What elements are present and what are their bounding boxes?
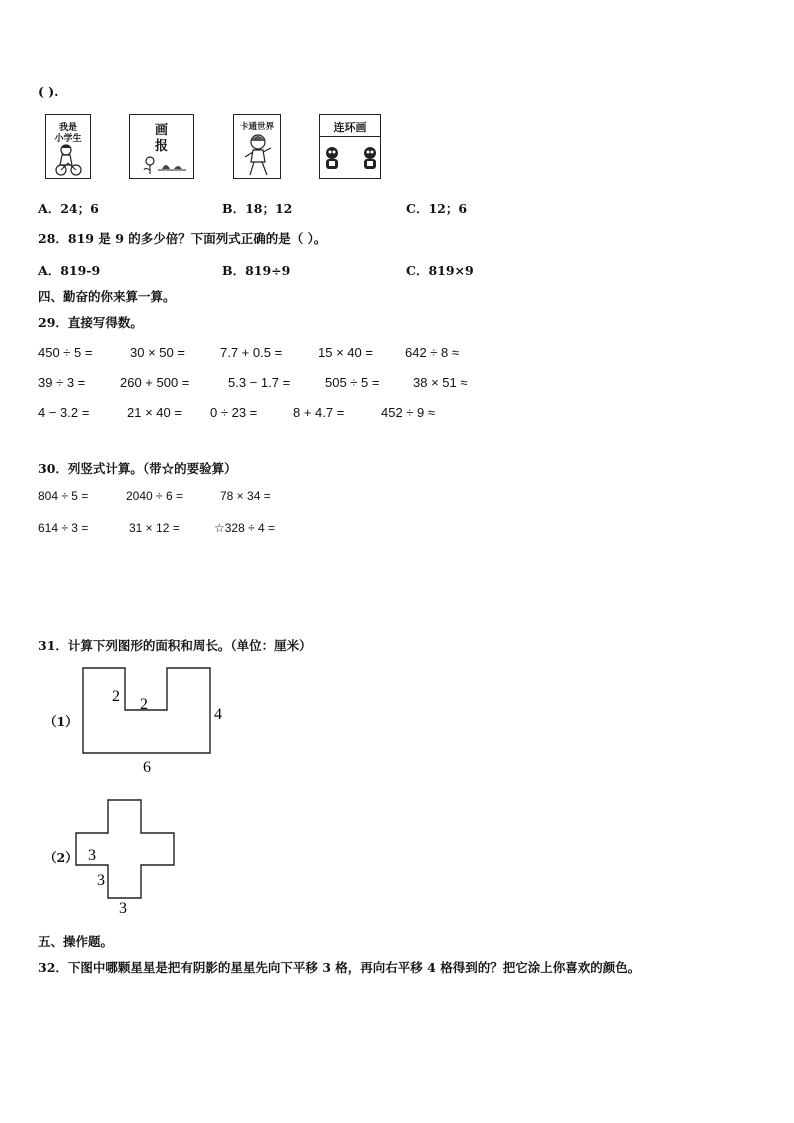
book-title-line1: 连环画 [333, 121, 367, 134]
q27-answer-blank: ( ). [38, 84, 59, 99]
cartoon-girl-icon [242, 133, 274, 177]
q29-item: 30 × 50 = [130, 345, 185, 360]
q29-item: 7.7 + 0.5 = [220, 345, 283, 360]
book-card-1 [45, 114, 91, 179]
book-title-line1: 我是 [58, 123, 77, 133]
q29-item: 39 ÷ 3 = [38, 375, 86, 390]
q29-item: 8 + 4.7 = [293, 405, 345, 420]
section-4-heading: 四、勤奋的你来算一算。 [38, 289, 176, 304]
section-5-heading: 五、操作题。 [38, 934, 114, 949]
q32-question: 32．下图中哪颗星星是把有阴影的星星先向下平移 3 格，再向右平移 4 格得到的？把它涂上你喜欢的颜色。 [38, 960, 641, 975]
cross-shape-figure [70, 794, 180, 918]
q27-option-b[interactable]: B．18；12 [222, 201, 293, 216]
dim-arm-height: 3 [88, 847, 96, 864]
q29-item: 450 ÷ 5 = [38, 345, 93, 360]
q29-item: 0 ÷ 23 = [210, 405, 258, 420]
dim-width: 6 [143, 759, 151, 776]
dim-arm-width: 3 [119, 900, 127, 917]
dim-notch-width: 2 [140, 696, 148, 713]
dim-height: 4 [214, 706, 222, 723]
q28-question: 28．819 是 9 的多少倍？下面列式正确的是（ ）。 [38, 231, 327, 246]
book-title-line2: 小学生 [54, 134, 82, 144]
q27-option-c[interactable]: C．12；6 [406, 201, 468, 216]
fig1-label: （1） [44, 714, 78, 729]
q30-item: ☆328 ÷ 4 = [214, 521, 276, 535]
q31-question: 31．计算下列图形的面积和周长。（单位：厘米） [38, 638, 312, 653]
q30-item: 614 ÷ 3 = [38, 521, 89, 535]
flower-plants-icon [140, 155, 186, 175]
book-title-line2: 报 [154, 139, 168, 154]
q29-item: 505 ÷ 5 = [325, 375, 380, 390]
book-card-3 [233, 114, 281, 179]
u-shape-figure [76, 662, 236, 778]
q29-item: 642 ÷ 8 ≈ [405, 345, 460, 360]
book-card-2 [129, 114, 194, 179]
q30-item: 31 × 12 = [129, 521, 180, 535]
dim-left-notch: 2 [112, 688, 120, 705]
q29-item: 21 × 40 = [127, 405, 182, 420]
fig2-label: （2） [44, 850, 78, 865]
q29-item: 452 ÷ 9 ≈ [381, 405, 436, 420]
q28-option-b[interactable]: B．819÷9 [222, 263, 291, 278]
q30-question: 30．列竖式计算。（带☆的要验算） [38, 461, 237, 476]
q27-option-a[interactable]: A．24；6 [38, 201, 99, 216]
q29-question: 29．直接写得数。 [38, 315, 143, 330]
q28-option-a[interactable]: A．819-9 [38, 263, 101, 278]
q29-item: 4 − 3.2 = [38, 405, 90, 420]
q29-item: 38 × 51 ≈ [413, 375, 468, 390]
dim-arm-length: 3 [97, 872, 105, 889]
q29-item: 260 + 500 = [120, 375, 190, 390]
q28-option-c[interactable]: C．819×9 [406, 263, 474, 278]
q29-item: 15 × 40 = [318, 345, 373, 360]
child-with-bike-icon [52, 143, 86, 177]
panda-icon [323, 145, 379, 171]
book-title-line1: 画 [154, 123, 168, 138]
book-card-4 [319, 114, 381, 179]
q29-item: 5.3 − 1.7 = [228, 375, 291, 390]
q30-item: 2040 ÷ 6 = [126, 489, 183, 503]
book-title-line1: 卡通世界 [239, 122, 274, 132]
book-divider [320, 136, 380, 137]
q30-item: 78 × 34 = [220, 489, 271, 503]
q30-item: 804 ÷ 5 = [38, 489, 89, 503]
